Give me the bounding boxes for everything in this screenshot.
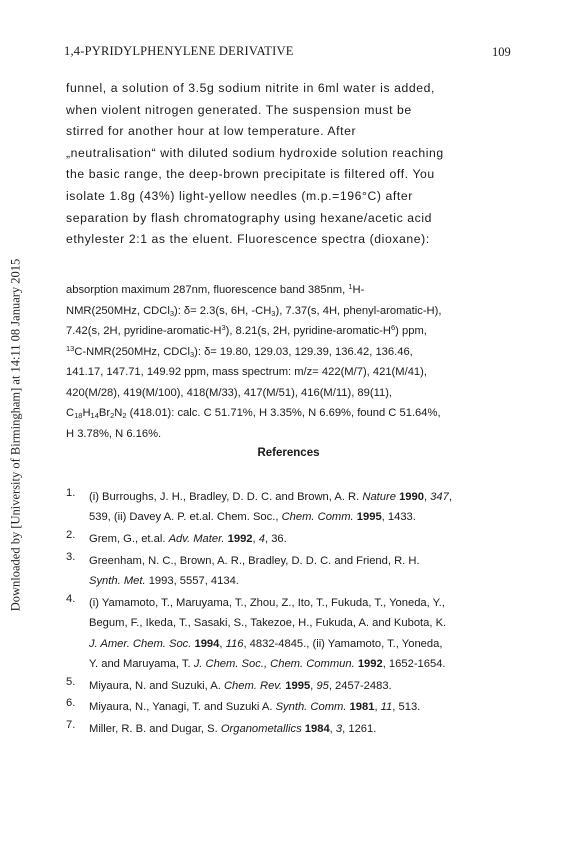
reference-line	[89, 571, 506, 591]
spectra-text: NMR(250MHz, CDCl	[66, 304, 170, 317]
subscript: 3	[189, 349, 195, 359]
reference-pages: , 2457-2483.	[328, 679, 392, 692]
reference-line	[89, 507, 506, 527]
spectra-text: ): δ= 19.80, 129.03, 129.39, 136.42, 136.46,	[194, 345, 413, 358]
spectra-line	[66, 301, 506, 322]
formula-subscript: 14	[90, 411, 99, 420]
journal-name: Chem. Comm.	[281, 511, 354, 524]
reference-line: Greenham, N. C., Brown, A. R., Bradley, D. D. C. and Friend, R. H.	[89, 554, 420, 567]
spectra-text: (418.01): calc. C 51.71%, H 3.35%, N 6.69%, found C 51.64%,	[126, 407, 441, 419]
spectra-text: 7.42(s, 2H, pyridine-aromatic-H	[66, 325, 222, 337]
reference-item	[66, 719, 506, 739]
reference-year: 1994	[194, 637, 220, 650]
reference-item	[66, 593, 506, 674]
spectra-line	[66, 342, 506, 363]
reference-text: Y. and Maruyama, T.	[89, 657, 194, 670]
reference-year: 1992	[357, 657, 383, 670]
reference-volume: 95	[316, 679, 329, 692]
formula-element: H	[82, 407, 91, 419]
spectra-line	[66, 403, 506, 424]
references-list	[66, 487, 506, 740]
running-header-title: 1,4-PYRIDYLPHENYLENE DERIVATIVE	[64, 44, 294, 58]
reference-number: 7.	[66, 719, 76, 732]
formula-element: C	[66, 407, 75, 419]
reference-pages: , 1261.	[342, 723, 377, 736]
journal-name: Chem. Rev.	[223, 679, 283, 692]
body-line: the basic range, the deep-brown precipitate is filtered off. You	[66, 167, 435, 182]
body-text-paragraph	[66, 78, 486, 251]
spectra-text: ): δ= 2.3(s, 6H, -CH	[173, 304, 272, 317]
reference-line: Miller, R. B. and Dugar, S. Organometallics 1984, 3, 1261.	[89, 723, 377, 736]
reference-text: Miller, R. B. and Dugar, S.	[89, 723, 221, 736]
reference-year: 1981	[349, 701, 375, 714]
spectra-text: ), 7.37(s, 4H, phenyl-aromatic-H),	[275, 304, 442, 317]
superscript: 6	[391, 323, 396, 332]
journal-name: Organometallics	[220, 723, 302, 736]
body-line: stirred for another hour at low temperature. After	[66, 124, 357, 139]
reference-text: Miyaura, N. and Suzuki, A.	[89, 679, 224, 692]
journal-name: Adv. Mater.	[168, 533, 225, 546]
reference-number: 5.	[66, 675, 76, 688]
reference-volume: 3	[335, 723, 343, 736]
reference-item	[66, 487, 506, 528]
formula-element: N	[114, 407, 123, 419]
body-line: „neutralisation“ with diluted sodium hydroxide solution reaching	[66, 145, 444, 160]
references-heading: References	[257, 447, 320, 459]
reference-item	[66, 551, 506, 592]
formula-subscript: 2	[110, 411, 115, 420]
body-line: ethylester 2:1 as the eluent. Fluorescence spectra (dioxane):	[66, 232, 430, 247]
isotope-superscript: 13	[66, 343, 75, 353]
spectra-text: C-NMR(250MHz, CDCl	[74, 345, 190, 358]
reference-line	[89, 654, 506, 674]
reference-line: Miyaura, N. and Suzuki, A. Chem. Rev. 1995, 95, 2457-2483.	[89, 679, 392, 692]
superscript: 3	[221, 323, 226, 332]
reference-year: 1990	[399, 491, 424, 503]
reference-item	[66, 697, 506, 717]
spectra-line: H 3.78%, N 6.16%.	[66, 427, 162, 440]
spectra-line: 420(M/28), 419(M/100), 418(M/33), 417(M/51), 416(M/11), 89(11),	[66, 386, 393, 399]
reference-number: 1.	[66, 487, 76, 499]
journal-name: Synth. Comm.	[275, 701, 347, 714]
reference-line: Begum, F., Ikeda, T., Sasaki, S., Takezoe, H., Fukuda, A. and Kubota, K.	[89, 617, 447, 630]
reference-year: 1992	[227, 533, 253, 546]
reference-volume: 347	[430, 491, 449, 503]
spectra-line: 141.17, 147.71, 149.92 ppm, mass spectrum: m/z= 422(M/7), 421(M/41),	[66, 366, 427, 378]
reference-year: 1995	[285, 679, 311, 692]
body-line: funnel, a solution of 3.5g sodium nitrite in 6ml water is added,	[66, 81, 436, 95]
reference-line: J. Amer. Chem. Soc. 1994, 116, 4832-4845., (ii) Yamamoto, T., Yoneda,	[89, 637, 443, 650]
reference-text: 539, (ii) Davey A. P. et.al. Chem. Soc.,	[89, 511, 282, 524]
reference-volume: 11	[380, 701, 393, 714]
formula-subscript: 2	[122, 411, 127, 420]
spectra-line	[66, 321, 506, 342]
formula	[66, 407, 127, 419]
reference-line: (i) Burroughs, J. H., Bradley, D. D. C. and Brown, A. R. Nature 1990, 347,	[89, 491, 452, 503]
reference-number: 2.	[66, 529, 76, 542]
reference-text: , 4832-4845., (ii) Yamamoto, T., Yoneda,	[243, 637, 443, 650]
reference-text: Miyaura, N., Yanagi, T. and Suzuki A.	[89, 701, 276, 714]
spectra-text: ) ppm,	[395, 325, 427, 337]
download-watermark	[7, 227, 25, 642]
spectra-line	[66, 280, 506, 301]
formula-element: Br	[98, 407, 111, 419]
download-watermark-text: Downloaded by [University of Birmingham] at 14:11 08 January 2015	[8, 258, 23, 611]
subscript: 3	[169, 308, 174, 318]
reference-pages: , 1433.	[381, 511, 416, 524]
reference-year: 1995	[356, 511, 382, 524]
reference-volume: 116	[225, 637, 244, 650]
reference-pages: , 1652-1654.	[382, 657, 446, 670]
reference-number: 3.	[66, 550, 76, 563]
journal-name: J. Amer. Chem. Soc.	[89, 637, 192, 650]
reference-line: Grem, G., et.al. Adv. Mater. 1992, 4, 36.	[89, 533, 287, 546]
journal-name: J. Chem. Soc., Chem. Commun.	[193, 657, 355, 670]
reference-pages: , 513.	[392, 701, 421, 714]
page-number: 109	[492, 45, 511, 59]
journal-name: Nature	[362, 491, 396, 503]
subscript: 3	[271, 308, 276, 318]
reference-item	[66, 529, 506, 549]
reference-number: 4.	[66, 592, 76, 605]
reference-line: Miyaura, N., Yanagi, T. and Suzuki A. Synth. Comm. 1981, 11, 513.	[89, 701, 421, 714]
journal-name: Synth. Met.	[89, 575, 146, 588]
reference-text: Grem, G., et.al.	[89, 533, 169, 546]
formula-subscript: 18	[74, 411, 83, 420]
body-line: separation by flash chromatography using hexane/acetic acid	[66, 210, 433, 225]
reference-text: 1993, 5557, 4134.	[145, 575, 239, 588]
spectra-text: H-	[352, 284, 365, 296]
body-line: isolate 1.8g (43%) light-yellow needles (m.p.=196°C) after	[66, 188, 413, 203]
reference-item	[66, 676, 506, 696]
reference-pages: , 36.	[264, 533, 287, 546]
spectral-data-paragraph	[66, 280, 506, 444]
reference-volume: 4	[258, 533, 265, 546]
reference-text: (i) Burroughs, J. H., Bradley, D. D. C. and Brown, A. R.	[89, 491, 363, 503]
reference-number: 6.	[66, 697, 76, 710]
reference-line: (i) Yamamoto, T., Maruyama, T., Zhou, Z., Ito, T., Fukuda, T., Yoneda, Y.,	[89, 596, 445, 609]
spectra-text: absorption maximum 287nm, fluorescence band 385nm,	[66, 284, 349, 296]
reference-year: 1984	[304, 723, 330, 736]
body-line: when violent nitrogen generated. The suspension must be	[66, 102, 412, 117]
isotope-superscript: 1	[348, 282, 353, 291]
spectra-text: ), 8.21(s, 2H, pyridine-aromatic-H	[225, 325, 391, 337]
